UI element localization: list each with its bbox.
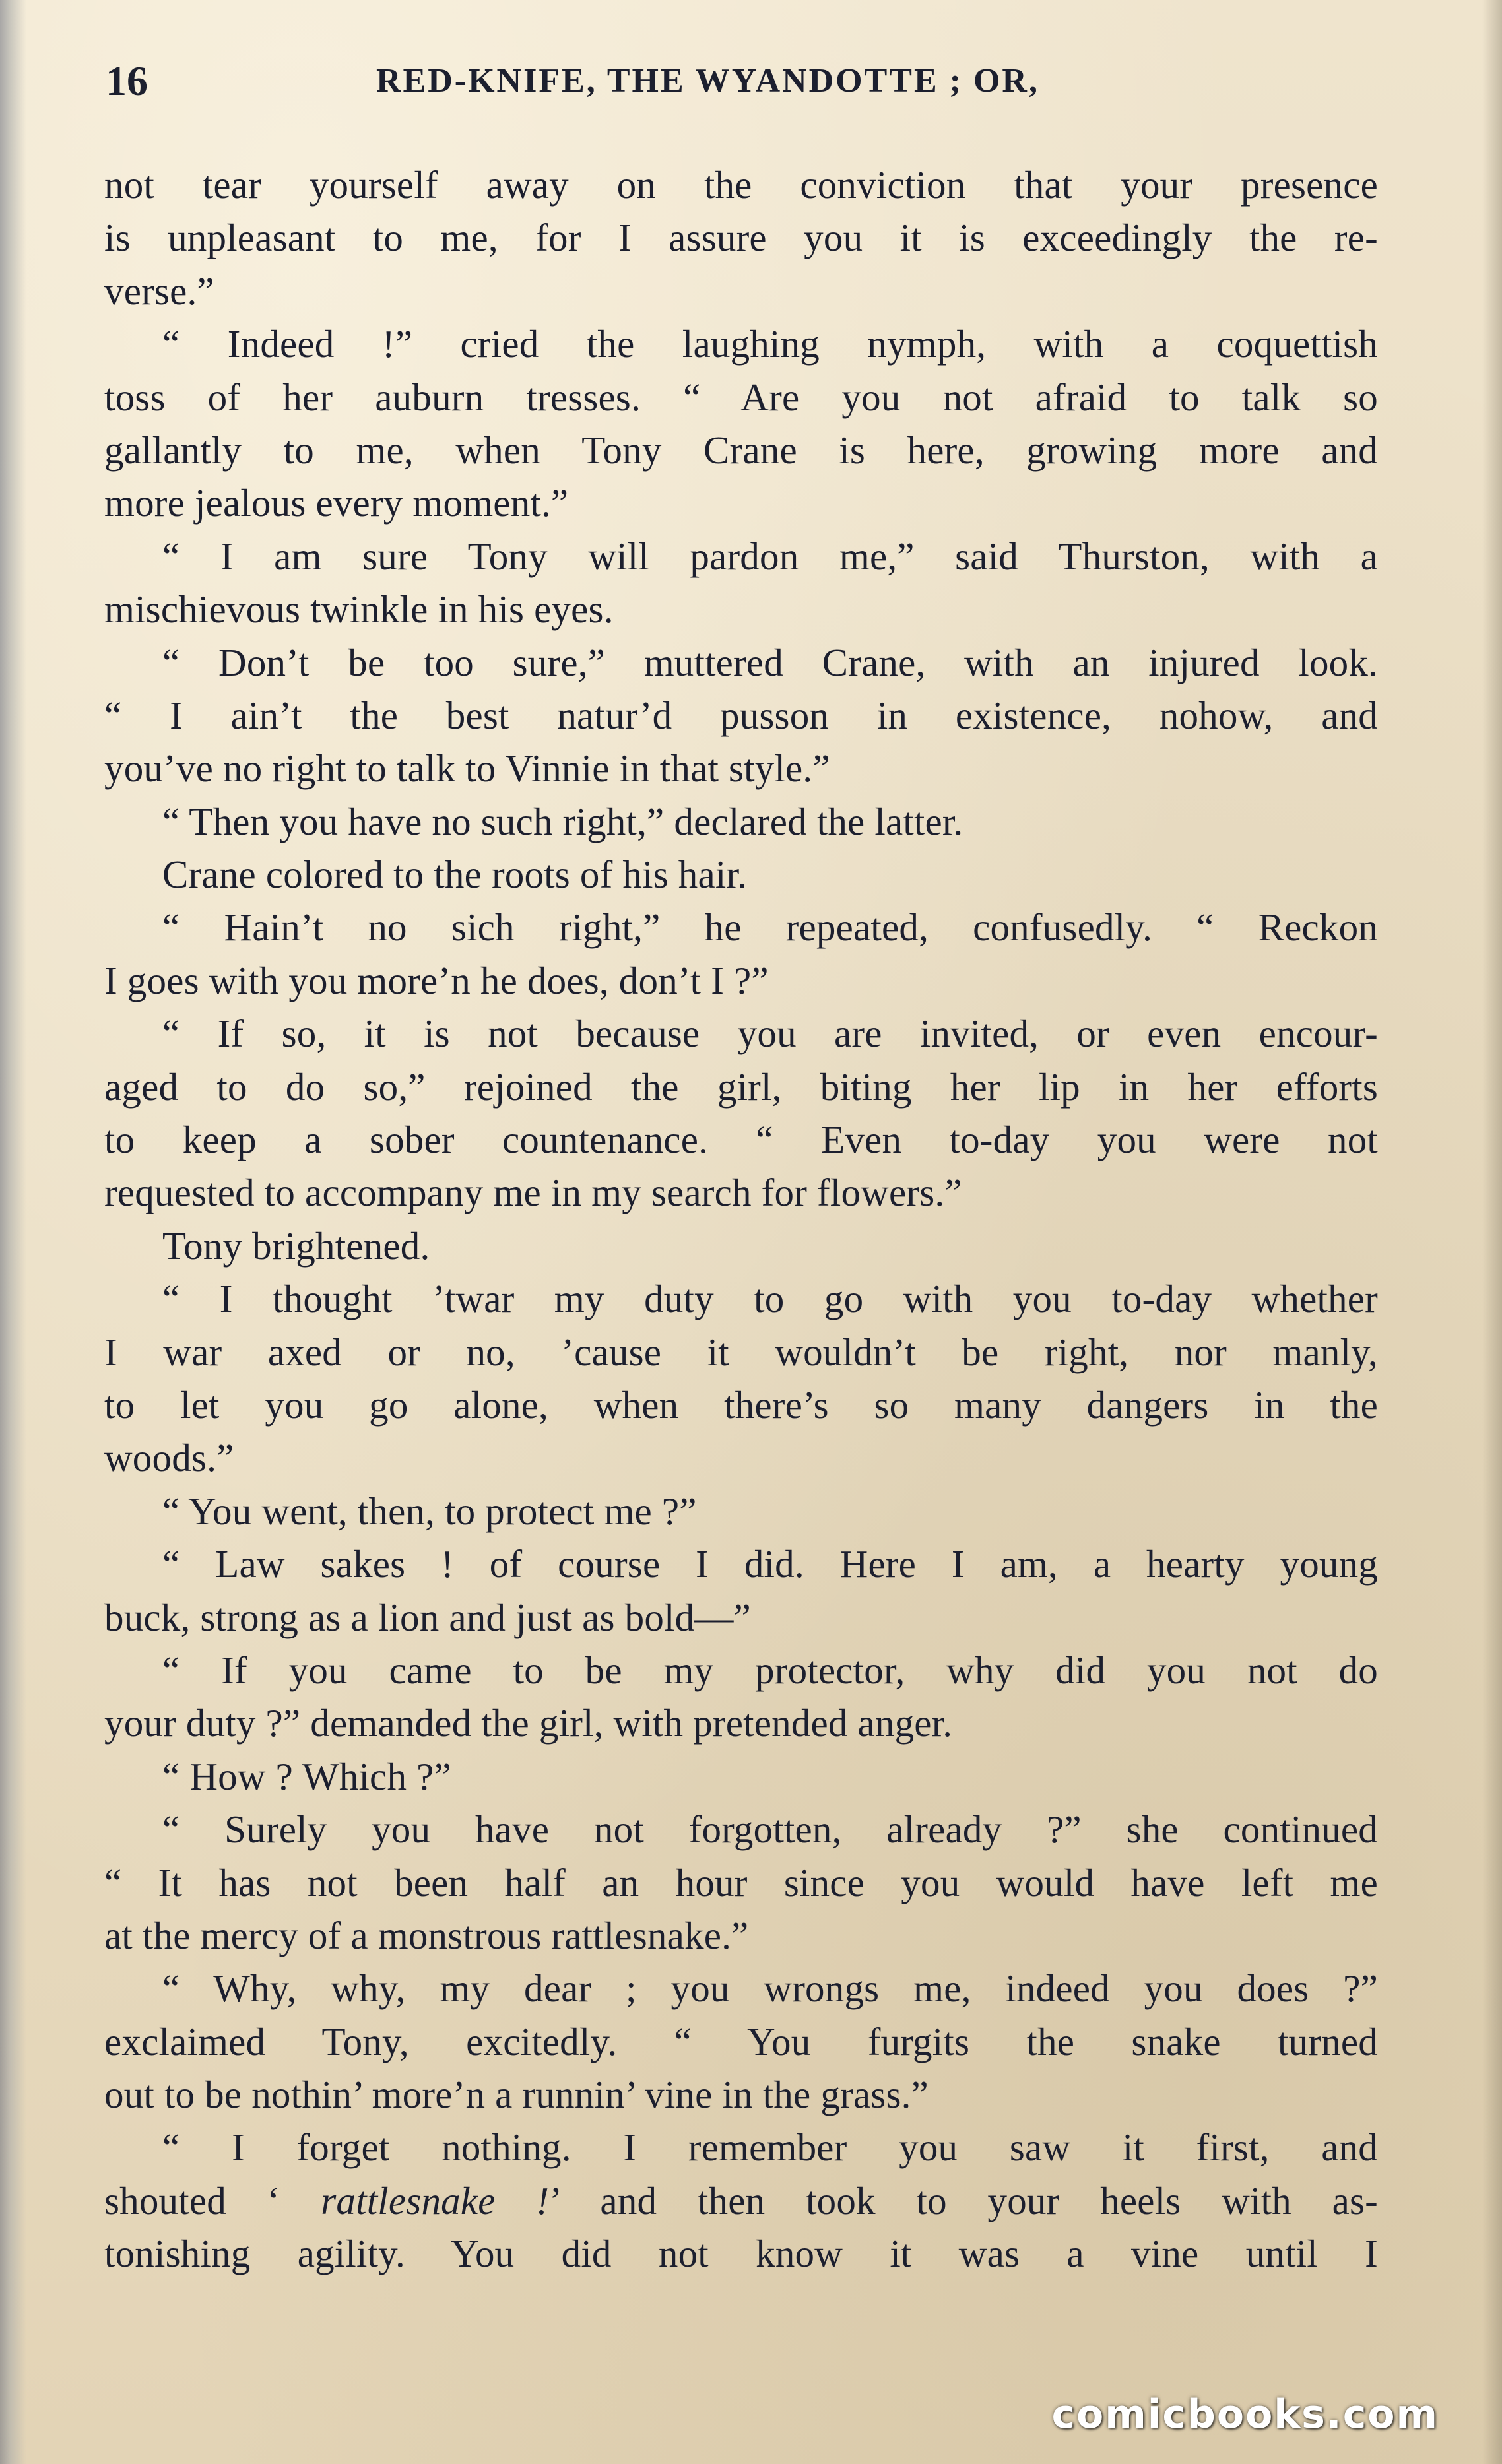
text-line: you’ve no right to talk to Vinnie in that style.” <box>104 746 830 791</box>
body-text <box>104 158 1378 2281</box>
running-head: RED-KNIFE, THE WYANDOTTE ; OR, <box>376 62 1039 100</box>
page-binding-shadow <box>0 0 26 2464</box>
text-line: your duty ?” demanded the girl, with pretended anger. <box>104 1701 953 1745</box>
text-line: at the mercy of a monstrous rattlesnake.” <box>104 1913 749 1957</box>
text-line: “ You went, then, to protect me ?” <box>162 1489 697 1533</box>
text-line: shouted ‘ rattlesnake !’ and then took to your heels with as- <box>104 2178 1379 2222</box>
text-line: to let you go alone, when there’s so many dangers in the <box>104 1382 1378 1427</box>
text-line: “ I forget nothing. I remember you saw it first, and <box>162 2125 1378 2170</box>
text-line: aged to do so,” rejoined the girl, biting her lip in her efforts <box>104 1064 1378 1109</box>
text-line: tonishing agility. You did not know it was a vine until I <box>104 2232 1378 2276</box>
text-line: “ Don’t be too sure,” muttered Crane, with an injured look. <box>162 640 1378 684</box>
text-line: “ If so, it is not because you are invited, or even encour- <box>162 1012 1378 1056</box>
text-line: more jealous every moment.” <box>104 481 569 525</box>
text-line: “ I thought ’twar my duty to go with you to-day whether <box>162 1277 1378 1321</box>
text-line: “ If you came to be my protector, why did you not do <box>162 1648 1378 1692</box>
text-line: “ Then you have no such right,” declared the latter. <box>162 799 963 843</box>
page-header <box>106 51 1399 111</box>
text-line: verse.” <box>104 269 214 313</box>
page-number: 16 <box>106 57 148 104</box>
text-line: buck, strong as a lion and just as bold—” <box>104 1595 751 1639</box>
italic-word: rattlesnake ! <box>321 2178 550 2222</box>
text-line: Crane colored to the roots of his hair. <box>162 853 748 897</box>
text-line: to keep a sober countenance. “ Even to-day you were not <box>104 1118 1378 1162</box>
text-line: “ I am sure Tony will pardon me,” said Thurston, with a <box>162 534 1378 578</box>
text-line: “ Surely you have not forgotten, already ?” she continued <box>162 1807 1378 1852</box>
text-line: “ It has not been half an hour since you would have left me <box>104 1860 1378 1904</box>
page-edge-shadow <box>1482 0 1502 2464</box>
text-line: “ Why, why, my dear ; you wrongs me, indeed you does ?” <box>162 1966 1378 2011</box>
text-line: “ How ? Which ?” <box>162 1754 451 1798</box>
text-line: “ Hain’t no sich right,” he repeated, confusedly. “ Reckon <box>162 905 1378 950</box>
text-line: mischievous twinkle in his eyes. <box>104 587 614 632</box>
text-line: gallantly to me, when Tony Crane is here, growing more and <box>104 428 1378 472</box>
text-line: “ Indeed !” cried the laughing nymph, with a coquettish <box>162 322 1378 366</box>
text-line: requested to accompany me in my search for flowers.” <box>104 1171 962 1215</box>
text-line: not tear yourself away on the conviction that your presence <box>104 163 1378 207</box>
text-line: woods.” <box>104 1436 234 1480</box>
text-line: I war axed or no, ’cause it wouldn’t be right, nor manly, <box>104 1330 1378 1374</box>
text-line: is unpleasant to me, for I assure you it is exceedingly the re- <box>104 216 1378 260</box>
text-line: exclaimed Tony, excitedly. “ You furgits the snake turned <box>104 2019 1378 2063</box>
text-line: I goes with you more’n he does, don’t I ?” <box>104 958 769 1002</box>
text-line: Tony brightened. <box>162 1223 430 1268</box>
text-line: toss of her auburn tresses. “ Are you not afraid to talk so <box>104 375 1378 419</box>
text-line: “ Law sakes ! of course I did. Here I am, a hearty young <box>162 1542 1378 1586</box>
watermark: comicbooks.com <box>1051 2391 1439 2438</box>
text-line: “ I ain’t the best natur’d pusson in existence, nohow, and <box>104 693 1378 737</box>
text-line: out to be nothin’ more’n a runnin’ vine in the grass.” <box>104 2073 929 2117</box>
